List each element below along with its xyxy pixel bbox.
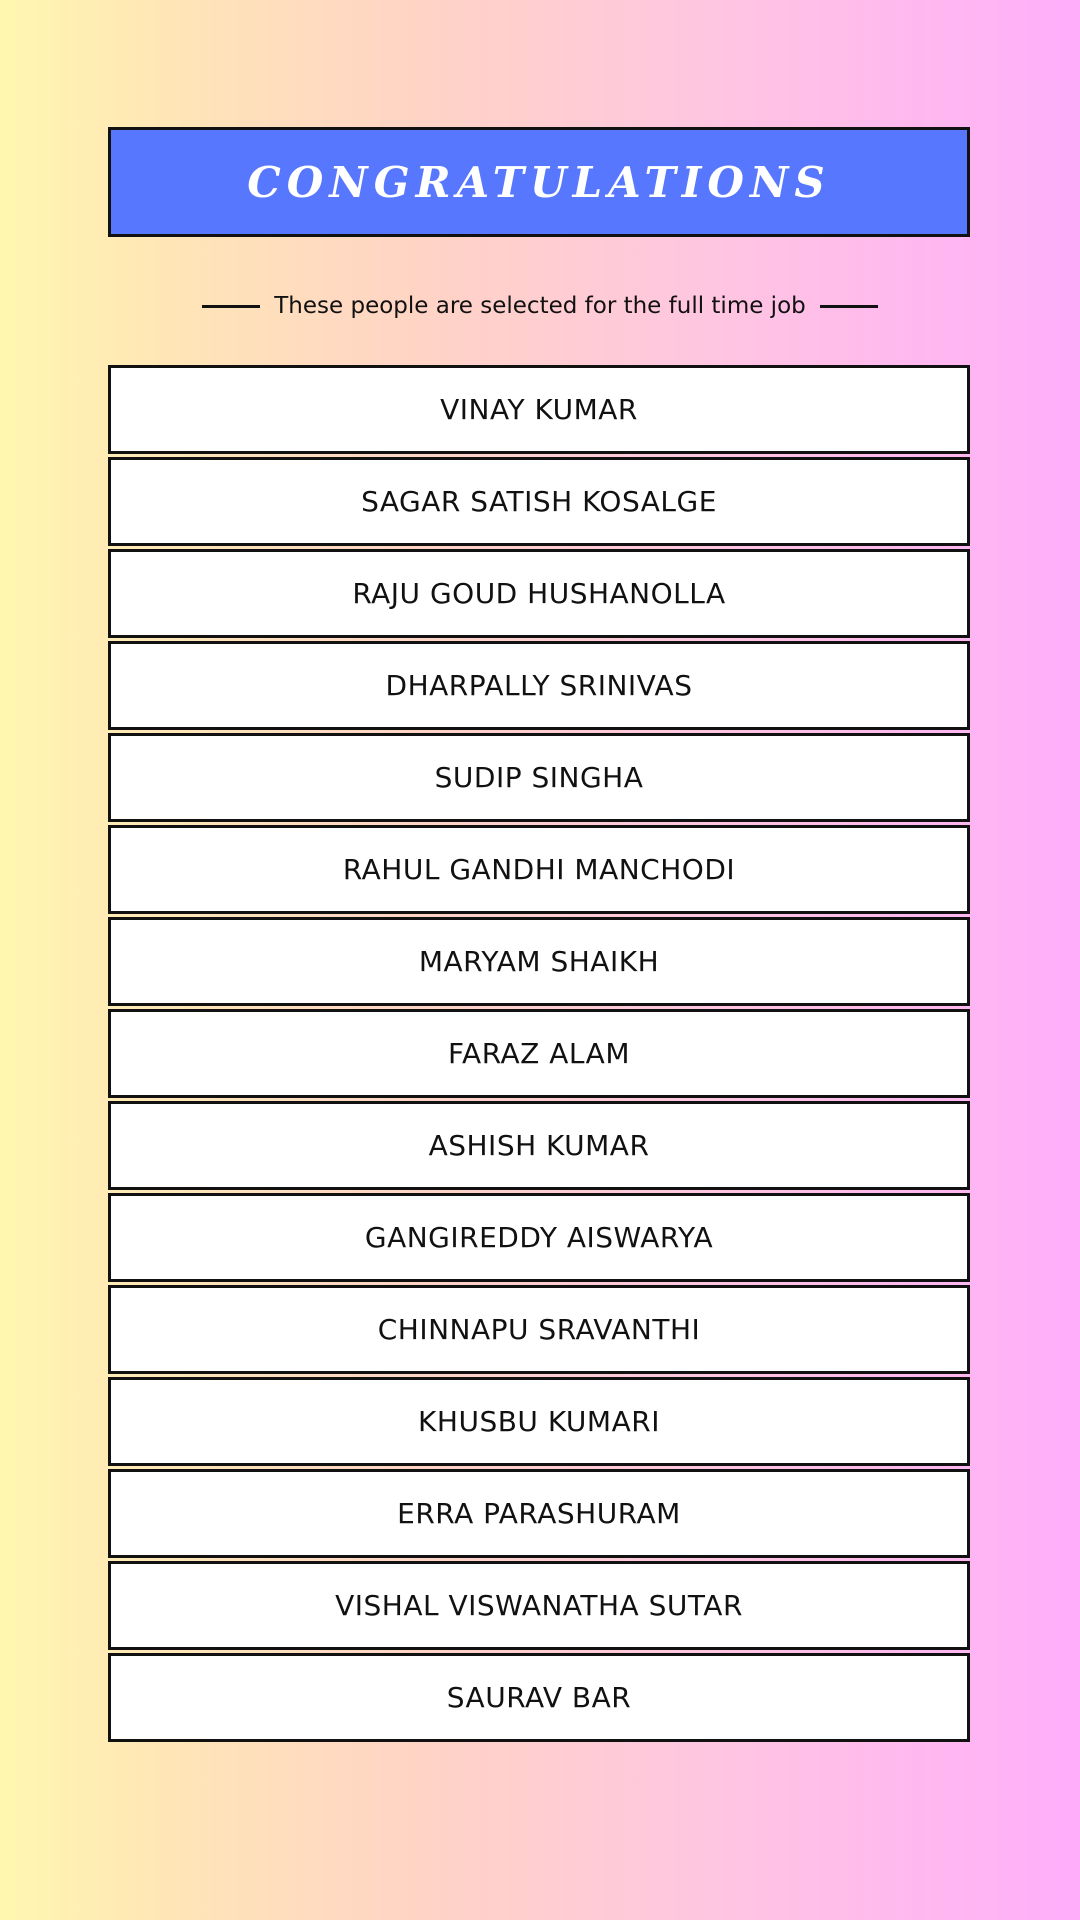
right-divider-line (820, 305, 878, 308)
name-box (108, 365, 970, 454)
left-divider-line (202, 305, 260, 308)
name-text: KHUSBU KUMARI (418, 1405, 660, 1438)
name-box (108, 549, 970, 638)
name-text: MARYAM SHAIKH (418, 945, 660, 978)
name-box (108, 1377, 970, 1466)
name-text: SAURAV BAR (446, 1681, 632, 1714)
name-text: ERRA PARASHURAM (397, 1497, 681, 1530)
name-text: CHINNAPU SRAVANTHI (377, 1313, 701, 1346)
name-box (108, 1469, 970, 1558)
name-text: VINAY KUMAR (440, 393, 638, 426)
name-text: VISHAL VISWANATHA SUTAR (335, 1589, 743, 1622)
name-text: DHARPALLY SRINIVAS (385, 669, 693, 702)
banner-title: CONGRATULATIONS (247, 157, 831, 207)
name-box (108, 1653, 970, 1742)
name-box (108, 733, 970, 822)
name-text: RAJU GOUD HUSHANOLLA (352, 577, 726, 610)
name-text: GANGIREDDY AISWARYA (364, 1221, 714, 1254)
name-box (108, 1101, 970, 1190)
subtitle-text: These people are selected for the full time job (274, 293, 806, 319)
name-text: RAHUL GANDHI MANCHODI (342, 853, 736, 886)
name-box (108, 917, 970, 1006)
name-text: ASHISH KUMAR (428, 1129, 650, 1162)
name-box (108, 825, 970, 914)
name-box (108, 457, 970, 546)
name-text: SAGAR SATISH KOSALGE (361, 485, 717, 518)
name-box (108, 641, 970, 730)
subtitle-row (0, 284, 1080, 328)
congratulations-banner (108, 127, 970, 237)
name-text: FARAZ ALAM (448, 1037, 630, 1070)
name-box (108, 1009, 970, 1098)
name-box (108, 1561, 970, 1650)
name-box (108, 1193, 970, 1282)
selected-names-list (108, 365, 970, 1745)
name-box (108, 1285, 970, 1374)
name-text: SUDIP SINGHA (434, 761, 644, 794)
